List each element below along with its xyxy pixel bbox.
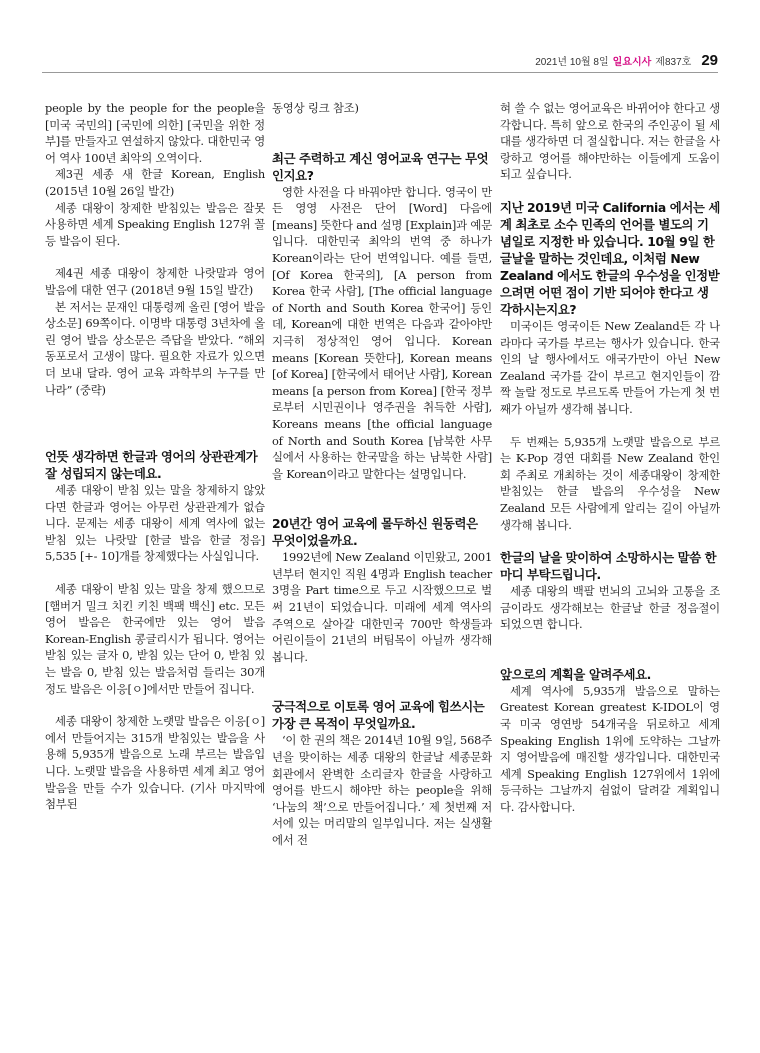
publication-name: 일요시사 bbox=[612, 57, 652, 68]
paragraph: 영한 사전을 다 바꿔야만 합니다. 영국이 만든 영영 사전은 단어 [Word] 다음에 [means] 뜻한다 and 설명 [Explain]과 예문입니다. 대한민국 최악의 번역 중 하나가 Korean이라는 단어 번역입니다. 예를 들면, [Of Korea 한국의], [A person from Korea 한국 사람], [The official language of North and South Korea 한국어] 등인데, Korean에 대한 번역은 다음과 같아야만 지극히 정상적인 영어 입니다. Korean means [Korean 뜻한다], Korean means [of Korea] [한국에서 태어난 사람], Korean means [a person from Korea] [한국 정부로부터 시민권이나 영주권을 취득한 사람], Koreans means [the official language of North and South Korea [남북한 사무실에서 사용하는 한국말을 하는 남북한 사람] 을 Korean이라고 말한다는 설명입니다. bbox=[272, 184, 492, 481]
issue-number: 제837호 bbox=[655, 57, 692, 68]
question-heading: 언뜻 생각하면 한글과 영어의 상관관계가 잘 성립되지 않는데요. bbox=[45, 449, 258, 482]
question-heading: 최근 주력하고 계신 영어교육 연구는 무엇인지요? bbox=[272, 150, 489, 183]
paragraph: 세종 대왕이 창제한 받침있는 발음은 잘못 사용하면 세계 Speaking English 127위 꼴등 발음이 된다. bbox=[45, 200, 265, 248]
paragraph: 세종 대왕이 받침 있는 말을 창제 했으므로 [햄버거 밀크 치킨 키친 백팩 백신] etc. 모든 영어 발음은 한국에만 있는 영어 발음 Korean-English 콩글리시가 됩니다. 영어는 받침 있는 글자 0, 받침 있는 단어 0, 받침 있는 발음 0, 받침 있는 발음처럼 들리는 30개 정도 발음은 이응[ㅇ]에서만 만들어 집니다. bbox=[45, 582, 265, 696]
paragraph: ‘이 한 권의 책은 2014년 10월 9일, 568주년을 맞이하는 세종 대왕의 한글날 세종문화회관에서 완벽한 소리글자 한글을 사랑하고 영어를 반드시 해야만 하는 people을 위해 ‘나눔의 책’으로 만들어집니다.’ 제 첫번째 저서에 있는 머리말의 일부입니다. 저는 실생활에서 전 bbox=[272, 733, 492, 847]
question-heading: 앞으로의 계획을 알려주세요. bbox=[500, 666, 651, 682]
page-header bbox=[535, 52, 718, 68]
article-column-3 bbox=[500, 100, 720, 816]
question-heading: 20년간 영어 교육에 몰두하신 원동력은 무엇이었을까요. bbox=[272, 516, 478, 549]
paragraph: 혀 쓸 수 없는 영어교육은 바뀌어야 한다고 생각합니다. 특히 앞으로 한국의 주인공이 될 세대를 생각하면 더 절실합니다. 저는 한글을 사랑하고 영어를 해야만하는 이들에게 도움이 되고 싶습니다. bbox=[500, 101, 720, 182]
question-heading: 지난 2019년 미국 California 에서는 세계 최초로 소수 민족의 언어를 별도의 기념일로 지정한 바 있습니다. 10월 9일 한글날을 말하는 것인데요, 이처럼 New Zealand 에서도 한글의 우수성을 인정받으려면 어떤 점이 기반 되어야 한다고 생각하시는지요? bbox=[500, 199, 720, 317]
paragraph: people by the people for the people을 [미국 국민의] [국민에 의한] [국민을 위한 정부]를 만들자고 연설하지 않았다. 대한민국 영어 역사 100년 최악의 오역이다. bbox=[45, 101, 265, 165]
page-number: 29 bbox=[701, 52, 718, 69]
paragraph: 본 저서는 문재인 대통령께 올린 [영어 발음 상소문] 69쪽이다. 이명박 대통령 3년차에 올린 영어 발음 상소문은 즉답을 받았다. “해외 동포로서 고생이 많다. 필요한 자료가 있으면 더 보내 달라. 영어 교육 과학부의 누구를 만나라” (중략) bbox=[45, 299, 265, 397]
header-divider bbox=[42, 72, 718, 73]
paragraph: 세종 대왕의 백팔 번뇌의 고뇌와 고통을 조금이라도 생각해보는 한글날 한글 정음절이 되었으면 합니다. bbox=[500, 584, 720, 632]
question-heading: 궁극적으로 이토록 영어 교육에 힘쓰시는 가장 큰 목적이 무엇일까요. bbox=[272, 699, 485, 732]
paragraph: 세종 대왕이 창제한 노랫말 발음은 이응[ㅇ]에서 만들어지는 315개 받침있는 발음을 사용해 5,935개 발음으로 노래 부르는 발음입니다. 노랫말 발음을 사용하면 세계 최고 영어 발음을 만들 수가 있습니다. (기사 마지막에 첨부된 bbox=[45, 714, 265, 812]
paragraph: 세종 대왕이 받침 있는 말을 창제하지 않았다면 한글과 영어는 아무런 상관관계가 없습니다. 문제는 세종 대왕이 세계 역사에 없는 받침 있는 나랏말 [한글 발음 한글 정음] 5,535 [+- 10]개를 창제했다는 사실입니다. bbox=[45, 483, 265, 564]
question-heading: 한글의 날을 맞이하여 소망하시는 말씀 한마디 부탁드립니다. bbox=[500, 550, 717, 583]
paragraph: 두 번째는 5,935개 노랫말 발음으로 부르는 K-Pop 경연 대회를 New Zealand 한인회 주최로 개최하는 것이 세종대왕이 창제한 받침있는 한글 발음의 우수성을 New Zealand 모든 사람에게 알리는 길이 아닐까 생각해 봅니다. bbox=[500, 434, 720, 532]
paragraph: 동영상 링크 참조) bbox=[272, 101, 359, 115]
article-column-1 bbox=[45, 100, 265, 813]
paragraph: 미국이든 영국이든 New Zealand든 각 나라마다 국가를 부르는 행사가 있습니다. 한국인의 날 행사에서도 애국가만이 아닌 New Zealand 국가를 같이 부르고 현지인들이 깜짝 놀랄 정도로 부르도록 만들어 가는게 첫 번째가 아닐까 생각해 봅니다. bbox=[500, 318, 720, 416]
issue-date: 2021년 10월 8일 bbox=[535, 57, 609, 68]
article-column-2 bbox=[272, 100, 492, 849]
paragraph: 제4권 세종 대왕이 창제한 나랏말과 영어 발음에 대한 연구 (2018년 9월 15일 발간) bbox=[45, 266, 265, 297]
paragraph: 1992년에 New Zealand 이민왔고, 2001년부터 현지인 직원 4명과 English teacher 3명을 Part time으로 두고 시작했으므로 벌써 21년이 되었습니다. 미래에 세계 역사의 주역으로 살아갈 대한민국 700만 학생들과 어린이들이 21년의 버팀목이 아닐까 생각해봅니다. bbox=[272, 550, 492, 664]
paragraph: 세계 역사에 5,935개 발음으로 말하는 Greatest Korean greatest K-IDOL이 영국 미국 영연방 54개국을 뒤로하고 세계 Speaking English 1위에 도약하는 그날까지 영어발음에 매진할 생각입니다. 대한민국 세계 Speaking English 127위에서 1위에 등극하는 그날까지 쉼없이 달려갈 계획입니다. 감사합니다. bbox=[500, 683, 720, 815]
paragraph: 제3권 세종 새 한글 Korean, English (2015년 10월 26일 발간) bbox=[45, 167, 265, 198]
